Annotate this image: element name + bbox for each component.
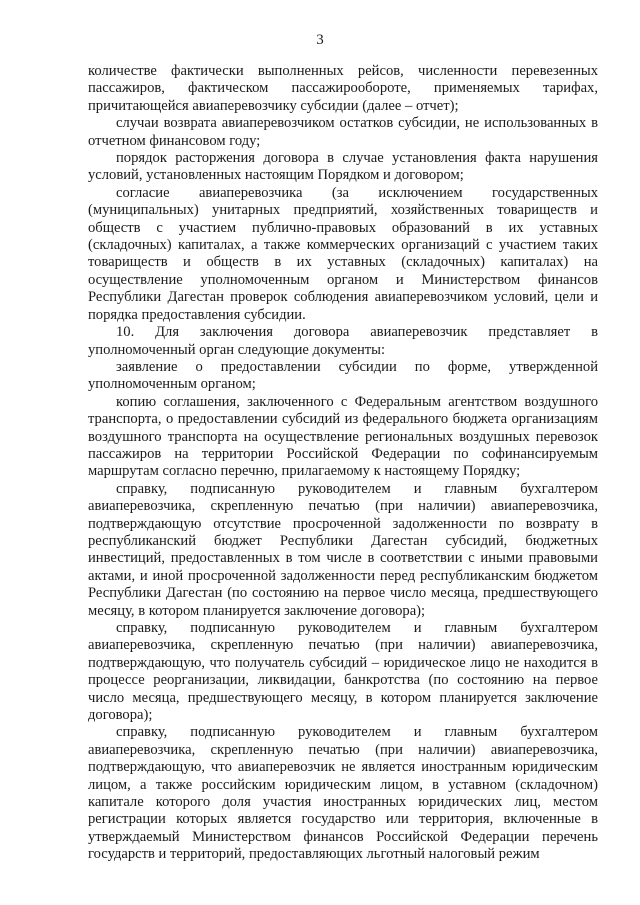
paragraph-debt-certificate: справку, подписанную руководителем и главным бухгалтером авиаперевозчика, скрепленную печатью (при наличии) авиаперевозчика, подтверждающую отсутствие просроченной задолженности по возврату в республиканский бюджет Республики Дагестан субсидий, бюджетных инвестиций, предоставленных в том числе в соответствии с иными правовыми актами, и иной просроченной задолженности перед республиканским бюджетом Республики Дагестан (по состоянию на первое число месяца, предшествующего месяцу, в котором планируется заключение договора); [88, 480, 598, 619]
paragraph-refund-cases: случаи возврата авиаперевозчиком остатков субсидии, не использованных в отчетном финансовом году; [88, 115, 598, 149]
page-number: 3 [316, 32, 324, 48]
paragraph-carrier-consent: согласие авиаперевозчика (за исключением государственных (муниципальных) унитарных предприятий, хозяйственных товариществ и обществ с участием публично-правовых образований в их уставных (складочных) капиталах, а также коммерческих организаций с участием таких товариществ и обществ в их уставных (складочных) капиталах) на осуществление уполномоченным органом и Министерством финансов Республики Дагестан проверок соблюдения авиаперевозчиком условий, цели и порядка предоставления субсидии. [88, 184, 598, 323]
paragraph-foreign-entity-certificate: справку, подписанную руководителем и главным бухгалтером авиаперевозчика, скрепленную печатью (при наличии) авиаперевозчика, подтверждающую, что авиаперевозчик не является иностранным юридическим лицом, а также российским юридическим лицом, в уставном (складочном) капитале которого доля участия иностранных юридических лиц, местом регистрации которых является государство или территория, включенные в утверждаемый Министерством финансов Российской Федерации перечень государств и территорий, предоставляющих льготный налоговый режим [88, 724, 598, 863]
paragraph-agreement-copy: копию соглашения, заключенного с Федеральным агентством воздушного транспорта, о предоставлении субсидий из федерального бюджета организациям воздушного транспорта на осуществление региональных воздушных перевозок пассажиров на территории Российской Федерации по софинансируемым маршрутам согласно перечню, прилагаемому к настоящему Порядку; [88, 393, 598, 480]
document-body [88, 63, 598, 864]
paragraph-report-contents: количестве фактически выполненных рейсов, численности перевезенных пассажиров, фактическом пассажирообороте, применяемых тарифах, причитающейся авиаперевозчику субсидии (далее – отчет); [88, 63, 598, 114]
paragraph-item-10: 10. Для заключения договора авиаперевозчик представляет в уполномоченный орган следующие документы: [88, 324, 598, 358]
paragraph-application: заявление о предоставлении субсидии по форме, утвержденной уполномоченным органом; [88, 358, 598, 393]
paragraph-termination-procedure: порядок расторжения договора в случае установления факта нарушения условий, установленных настоящим Порядком и договором; [88, 150, 598, 184]
paragraph-reorganization-certificate: справку, подписанную руководителем и главным бухгалтером авиаперевозчика, скрепленную печатью (при наличии) авиаперевозчика, подтверждающую, что получатель субсидий – юридическое лицо не находится в процессе реорганизации, ликвидации, банкротства (по состоянию на первое число месяца, предшествующего месяцу, в котором планируется заключение договора); [88, 620, 598, 724]
